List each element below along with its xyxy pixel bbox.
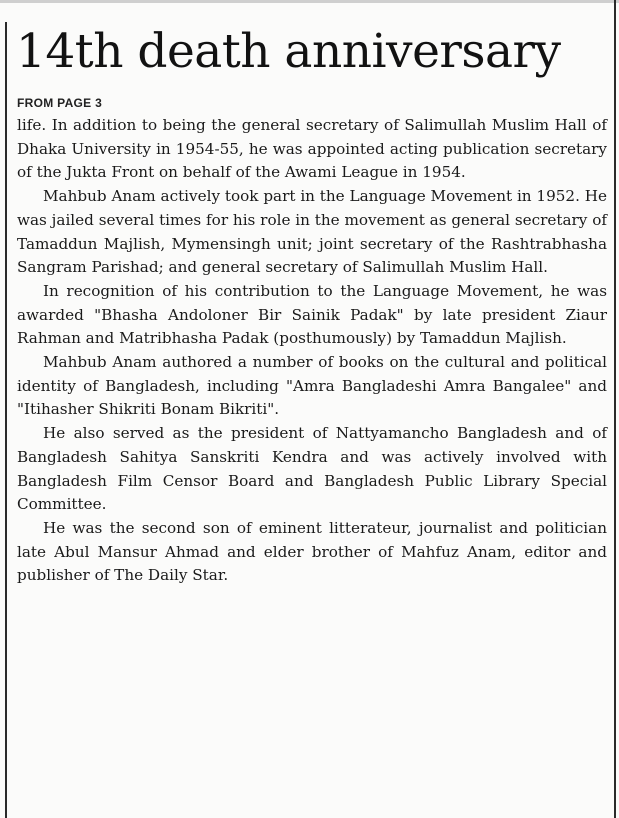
article-paragraph: life. In addition to being the general secretary of Salimullah Muslim Hall of Dhaka University in 1954-55, he was appointed acting publication secretary of the Jukta Front on behalf of the Awami League in 1954. [17, 116, 607, 182]
article-body [17, 114, 607, 588]
article-paragraph: He was the second son of eminent litterateur, journalist and politician late Abul Mansur Ahmad and elder brother of Mahfuz Anam, editor and publisher of The Daily Star. [17, 518, 607, 585]
right-column-rule [614, 0, 616, 818]
headline: 14th death anniversary [16, 24, 561, 79]
article-paragraph: In recognition of his contribution to the Language Movement, he was awarded "Bhasha Andoloner Bir Sainik Padak" by late president Ziaur Rahman and Matribhasha Padak (posthumously) by Tamaddun Majlish. [17, 281, 607, 348]
article-paragraph: Mahbub Anam authored a number of books on the cultural and political identity of Bangladesh, including "Amra Bangladeshi Amra Bangalee" and "Itihasher Shikriti Bonam Bikriti". [17, 353, 607, 419]
article-paragraph: Mahbub Anam actively took part in the Language Movement in 1952. He was jailed several times for his role in the movement as general secretary of Tamaddun Majlish, Mymensingh unit; joint secretary of the Rashtrabhasha Sangram Parishad; and general secretary of Salimullah Muslim Hall. [17, 187, 607, 277]
top-rule [0, 0, 619, 3]
left-column-rule [5, 22, 7, 818]
continuation-label: FROM PAGE 3 [17, 96, 103, 110]
article-paragraph: He also served as the president of Nattyamancho Bangladesh and of Bangladesh Sahitya Sanskriti Kendra and was actively involved with Bangladesh Film Censor Board and Bangladesh Public Library Special Committee. [17, 424, 607, 514]
